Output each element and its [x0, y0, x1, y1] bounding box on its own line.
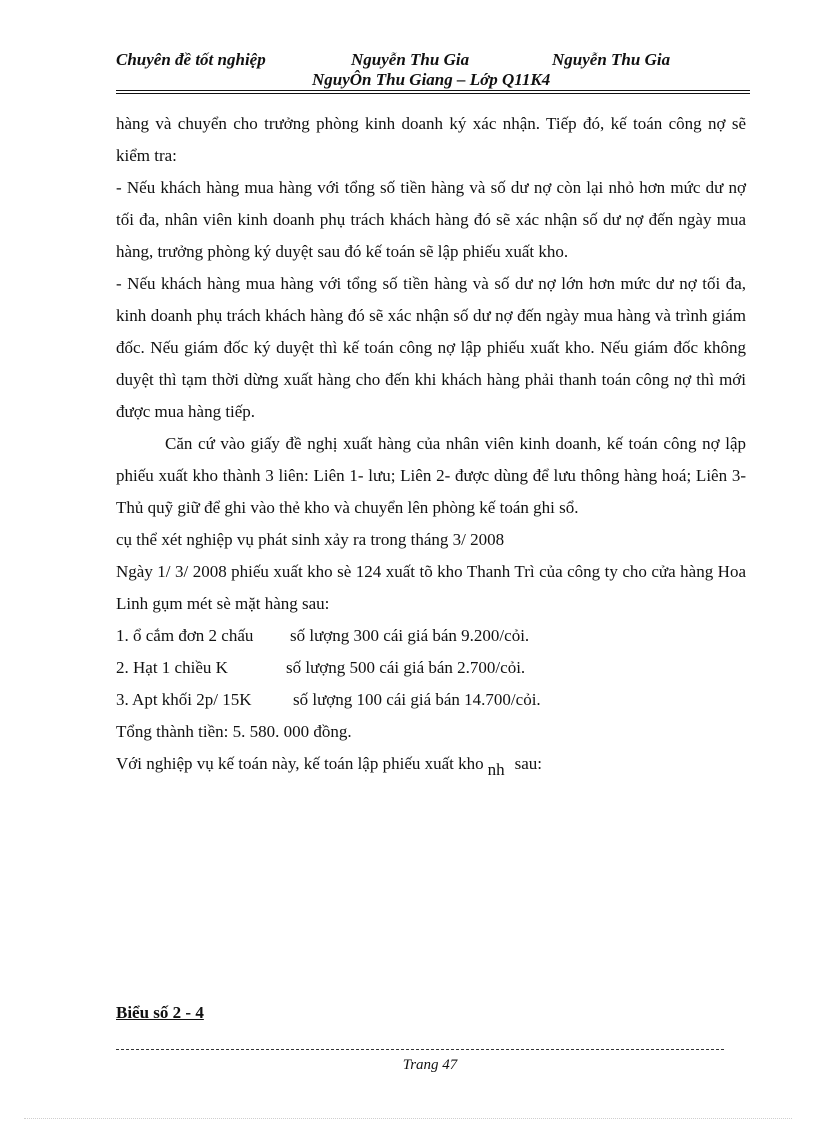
closing-subscript: nh — [487, 760, 505, 779]
header-rule — [116, 90, 750, 91]
page-number: Trang 47 — [402, 1057, 458, 1073]
closing-text: Với nghiệp vụ kế toán này, kế toán lập phiếu xuất kho — [116, 754, 484, 773]
header-author-1: Nguyễn Thu Gia — [351, 50, 470, 69]
header-rule-double — [116, 93, 750, 94]
item-name: 2. Hạt 1 chiều K — [116, 658, 228, 677]
page-bottom-border — [24, 1118, 792, 1119]
paragraph-2: - Nếu khách hàng mua hàng với tổng số tiền hàng và số dư nợ còn lại nhỏ hơn mức dư nợ tối đa, nhân viên kinh doanh phụ trách khách hàng đó sẽ xác nhận số dư nợ đến ngày mua hàng, trưởng phòng ký duyệt sau đó kế toán sẽ lập phiếu xuất kho. — [116, 178, 746, 261]
closing-end: sau: — [514, 754, 543, 773]
paragraph-3: - Nếu khách hàng mua hàng với tổng số tiền hàng và số dư nợ lớn hơn mức dư nợ tối đa, kinh doanh phụ trách khách hàng đó sẽ xác nhận số dư nợ đến ngày mua hàng và trình giám đốc. Nếu giám đốc ký duyệt thì kế toán công nợ lập phiếu xuất kho. Nếu giám đốc không duyệt thì tạm thời dừng xuất hàng cho đến khi khách hàng phải thanh toán công nợ thì mới được mua hàng tiếp. — [116, 274, 746, 421]
header-doc-type: Chuyên đề tốt nghiệp — [116, 50, 266, 69]
list-item — [116, 684, 746, 716]
list-item — [116, 620, 746, 652]
figure-label: Biểu số 2 - 4 — [116, 1003, 204, 1022]
header-author-class: NguyÔn Thu Giang – Lớp Q11K4 — [312, 70, 551, 89]
page-header — [116, 48, 752, 94]
item-detail: số lượng 500 cái giá bán 2.700/cỏi. — [286, 658, 526, 677]
document-body — [116, 108, 746, 780]
closing-line — [116, 748, 746, 780]
paragraph-5: cụ thể xét nghiệp vụ phát sinh xảy ra trong tháng 3/ 2008 — [116, 530, 505, 549]
header-author-2: Nguyễn Thu Gia — [552, 50, 671, 69]
total-line: Tổng thành tiền: 5. 580. 000 đồng. — [116, 722, 352, 741]
item-name: 1. ổ cắm đơn 2 chấu — [116, 626, 254, 645]
item-detail: số lượng 100 cái giá bán 14.700/cỏi. — [293, 690, 541, 709]
item-name: 3. Apt khối 2p/ 15K — [116, 690, 252, 709]
list-item — [116, 652, 746, 684]
paragraph-1: hàng và chuyển cho trưởng phòng kinh doanh ký xác nhận. Tiếp đó, kế toán công nợ sẽ kiểm tra: — [116, 114, 746, 165]
paragraph-4: Căn cứ vào giấy đề nghị xuất hàng của nhân viên kinh doanh, kế toán công nợ lập phiếu xuất kho thành 3 liên: Liên 1- lưu; Liên 2- được dùng để lưu thông hàng hoá; Liên 3- Thủ quỹ giữ để ghi vào thẻ kho và chuyển lên phòng kế toán ghi sổ. — [116, 434, 746, 517]
paragraph-6: Ngày 1/ 3/ 2008 phiếu xuất kho sè 124 xuất tõ kho Thanh Trì của công ty cho cửa hàng Hoa Linh gụm mét sè mặt hàng sau: — [116, 562, 746, 613]
item-detail: số lượng 300 cái giá bán 9.200/cỏi. — [290, 626, 530, 645]
footer-rule — [116, 1049, 724, 1050]
